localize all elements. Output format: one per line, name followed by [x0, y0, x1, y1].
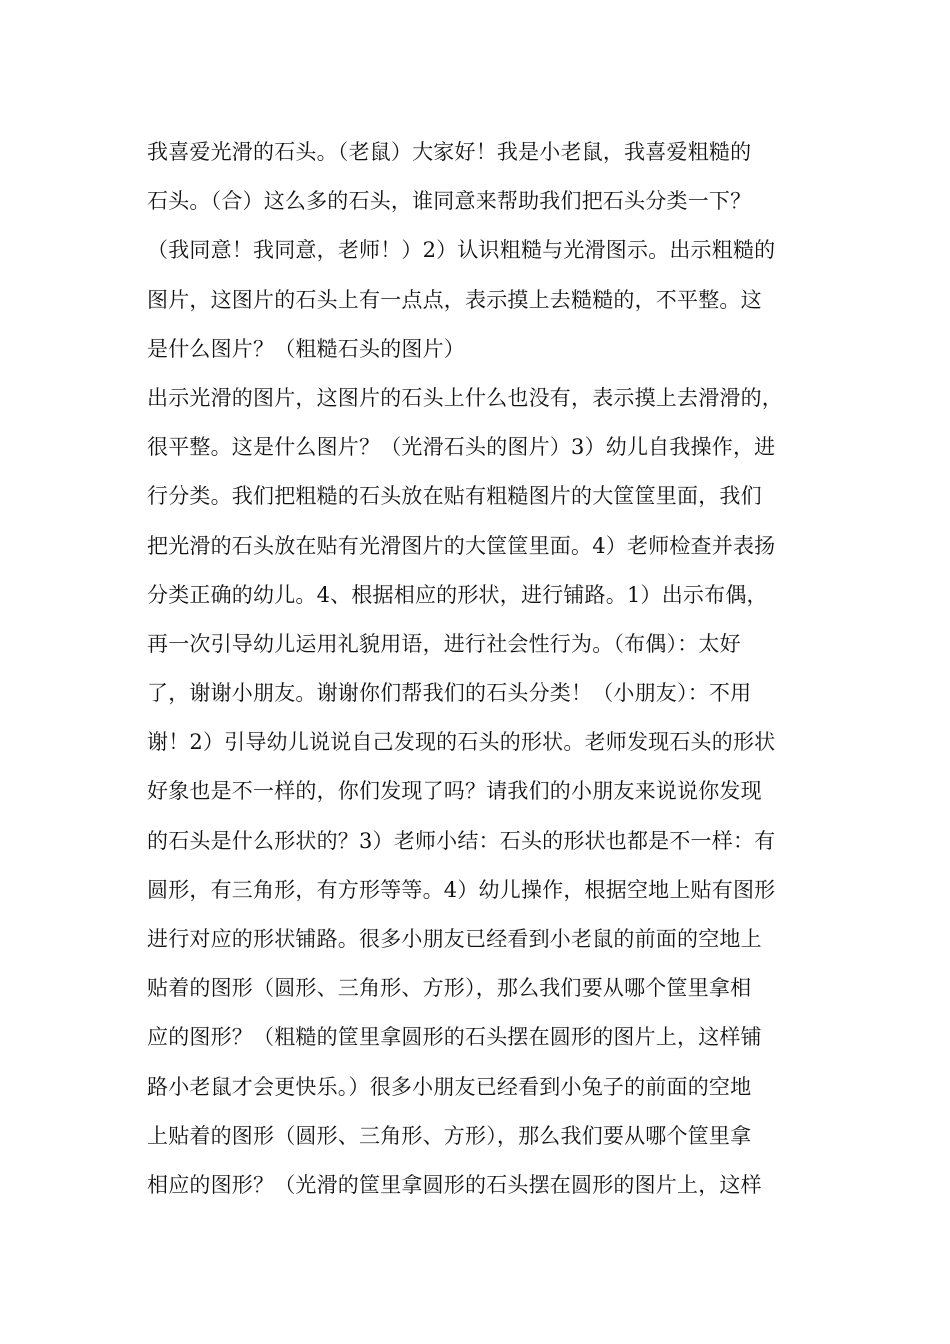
text-line: 把光滑的石头放在贴有光滑图片的大筐筐里面。4）老师检查并表扬	[147, 533, 776, 558]
text-line: 石头。（合）这么多的石头，谁同意来帮助我们把石头分类一下？	[147, 189, 752, 214]
text-line: 的石头是什么形状的？3）老师小结：石头的形状也都是不一样：有	[147, 828, 776, 853]
text-line: 进行对应的形状铺路。很多小朋友已经看到小老鼠的前面的空地上	[147, 927, 762, 951]
text-line: 是什么图片？（粗糙石头的图片）	[147, 336, 465, 361]
text-line: 出示光滑的图片，这图片的石头上什么也没有，表示摸上去滑滑的，	[147, 385, 783, 410]
text-line: 行分类。我们把粗糙的石头放在贴有粗糙图片的大筐筐里面，我们	[147, 484, 762, 509]
text-line: 相应的图形？（光滑的筐里拿圆形的石头摆在圆形的图片上，这样	[147, 1172, 762, 1197]
text-line: 应的图形？（粗糙的筐里拿圆形的石头摆在圆形的图片上，这样铺	[147, 1025, 762, 1050]
text-line: 圆形，有三角形，有方形等等。4）幼儿操作，根据空地上贴有图形	[147, 877, 776, 902]
text-line: 贴着的图形（圆形、三角形、方形），那么我们要从哪个筐里拿相	[147, 976, 752, 1001]
text-line: 再一次引导幼儿运用礼貌用语，进行社会性行为。（布偶）：太好	[147, 631, 741, 656]
text-line: 很平整。这是什么图片？（光滑石头的图片）3）幼儿自我操作，进	[147, 435, 776, 460]
text-line: 好象也是不一样的，你们发现了吗？请我们的小朋友来说说你发现	[147, 779, 762, 804]
body-text	[147, 128, 817, 1210]
text-line: 我喜爱光滑的石头。（老鼠）大家好！我是小老鼠，我喜爱粗糙的	[147, 140, 752, 164]
text-line: （我同意！我同意，老师！）2）认识粗糙与光滑图示。出示粗糙的	[147, 238, 776, 263]
text-line: 路小老鼠才会更快乐。）很多小朋友已经看到小兔子的前面的空地	[147, 1074, 752, 1099]
text-line: 谢！2）引导幼儿说说自己发现的石头的形状。老师发现石头的形状	[147, 730, 776, 755]
text-line: 了，谢谢小朋友。谢谢你们帮我们的石头分类！（小朋友）：不用	[147, 681, 752, 706]
text-line: 分类正确的幼儿。4、根据相应的形状，进行铺路。1）出示布偶，	[147, 582, 768, 607]
text-line: 上贴着的图形（圆形、三角形、方形），那么我们要从哪个筐里拿	[147, 1123, 752, 1148]
text-line: 图片，这图片的石头上有一点点，表示摸上去糙糙的，不平整。这	[147, 287, 762, 312]
